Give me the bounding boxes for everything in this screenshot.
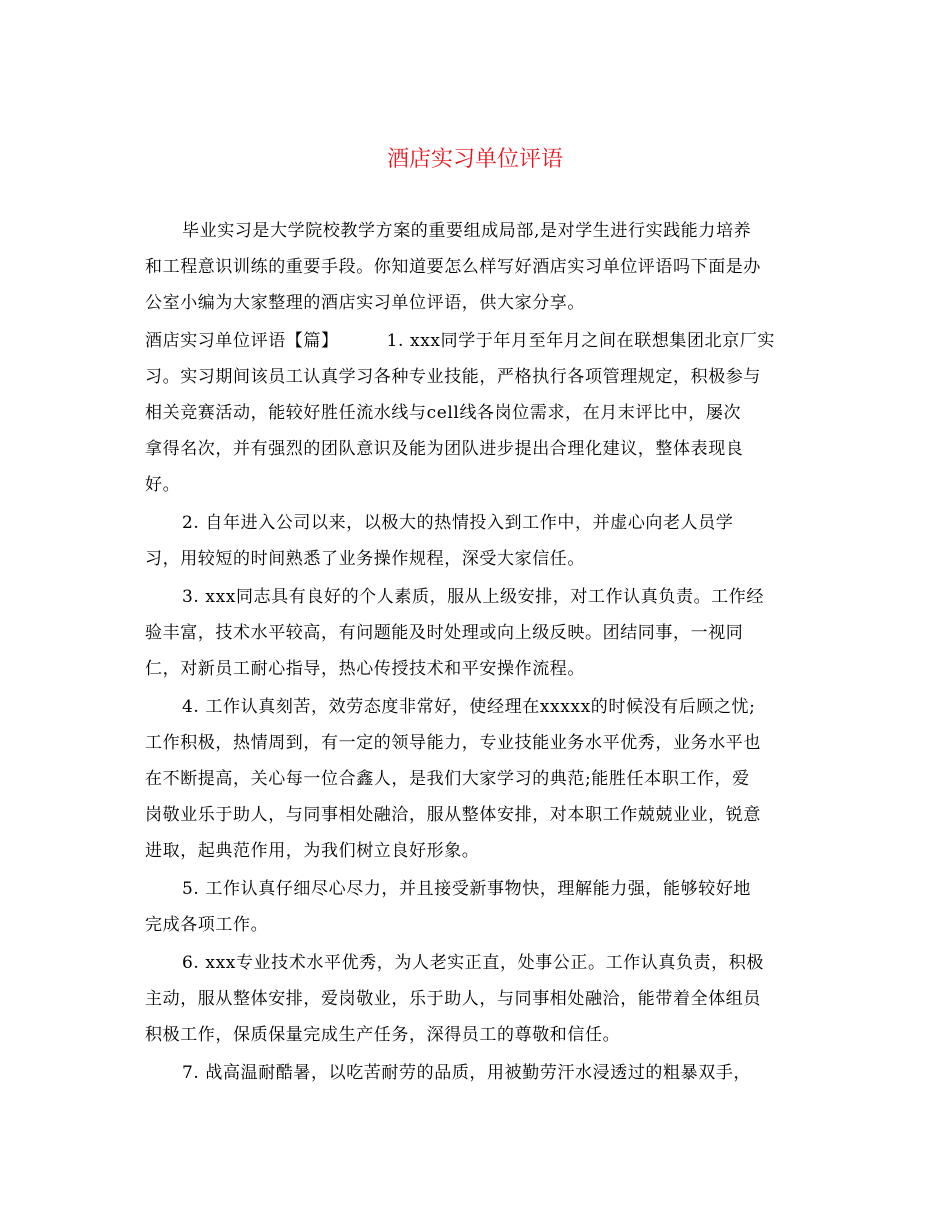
paragraph-line: 5. 工作认真仔细尽心尽力，并且接受新事物快，理解能力强，能够较好地 — [182, 879, 752, 899]
paragraph-line: 积极工作，保质保量完成生产任务，深得员工的尊敬和信任。 — [145, 1025, 621, 1045]
paragraph-line: 在不断提高，关心每一位合鑫人，是我们大家学习的典范;能胜任本职工作，爱 — [145, 769, 750, 789]
paragraph-line: 完成各项工作。 — [145, 915, 269, 935]
document-title: 酒店实习单位评语 — [386, 147, 563, 172]
paragraph-line: 习，用较短的时间熟悉了业务操作规程，深受大家信任。 — [145, 549, 585, 569]
paragraph-line: 2. 自年进入公司以来，以极大的热情投入到工作中，并虚心向老人员学 — [182, 513, 734, 533]
paragraph-line: 主动，服从整体安排，爱岗敬业，乐于助人，与同事相处融洽，能带着全体组员 — [145, 989, 761, 1009]
paragraph-line: 6. xxx专业技术水平优秀，为人老实正直，处事公正。工作认真负责，积极 — [182, 953, 764, 973]
paragraph-line: 毕业实习是大学院校教学方案的重要组成局部,是对学生进行实践能力培养 — [182, 221, 752, 241]
paragraph-line: 工作积极，热情周到，有一定的领导能力，专业技能业务水平优秀，业务水平也 — [145, 733, 761, 753]
paragraph-line: 4. 工作认真刻苦，效劳态度非常好，使经理在xxxxx的时候没有后顾之忧; — [182, 697, 756, 717]
paragraph-line: 公室小编为大家整理的酒店实习单位评语，供大家分享。 — [145, 293, 585, 313]
paragraph-line: 7. 战高温耐酷暑，以吃苦耐劳的品质，用被勤劳汗水浸透过的粗暴双手， — [182, 1063, 752, 1083]
paragraph-line: 3. xxx同志具有良好的个人素质，服从上级安排，对工作认真负责。工作经 — [182, 587, 764, 607]
paragraph-line: 和工程意识训练的重要手段。你知道要怎么样写好酒店实习单位评语吗下面是办 — [145, 257, 761, 277]
paragraph-line: 岗敬业乐于助人，与同事相处融洽，服从整体安排，对本职工作兢兢业业，锐意 — [145, 805, 761, 825]
paragraph-line: 仁，对新员工耐心指导，热心传授技术和平安操作流程。 — [145, 659, 585, 679]
paragraph-line: 相关竞赛活动，能较好胜任流水线与cell线各岗位需求，在月末评比中，屡次 — [145, 403, 742, 423]
paragraph-line: 酒店实习单位评语【篇】 1. xxx同学于年月至年月之间在联想集团北京厂实 — [145, 331, 776, 351]
paragraph-line: 好。 — [145, 475, 181, 495]
paragraph-line: 进取，起典范作用，为我们树立良好形象。 — [145, 841, 480, 861]
paragraph-line: 拿得名次，并有强烈的团队意识及能为团队进步提出合理化建议，整体表现良 — [145, 439, 744, 459]
paragraph-line: 习。实习期间该员工认真学习各种专业技能，严格执行各项管理规定，积极参与 — [145, 367, 761, 387]
paragraph-line: 验丰富，技术水平较高，有问题能及时处理或向上级反映。团结同事，一视同 — [145, 623, 744, 643]
